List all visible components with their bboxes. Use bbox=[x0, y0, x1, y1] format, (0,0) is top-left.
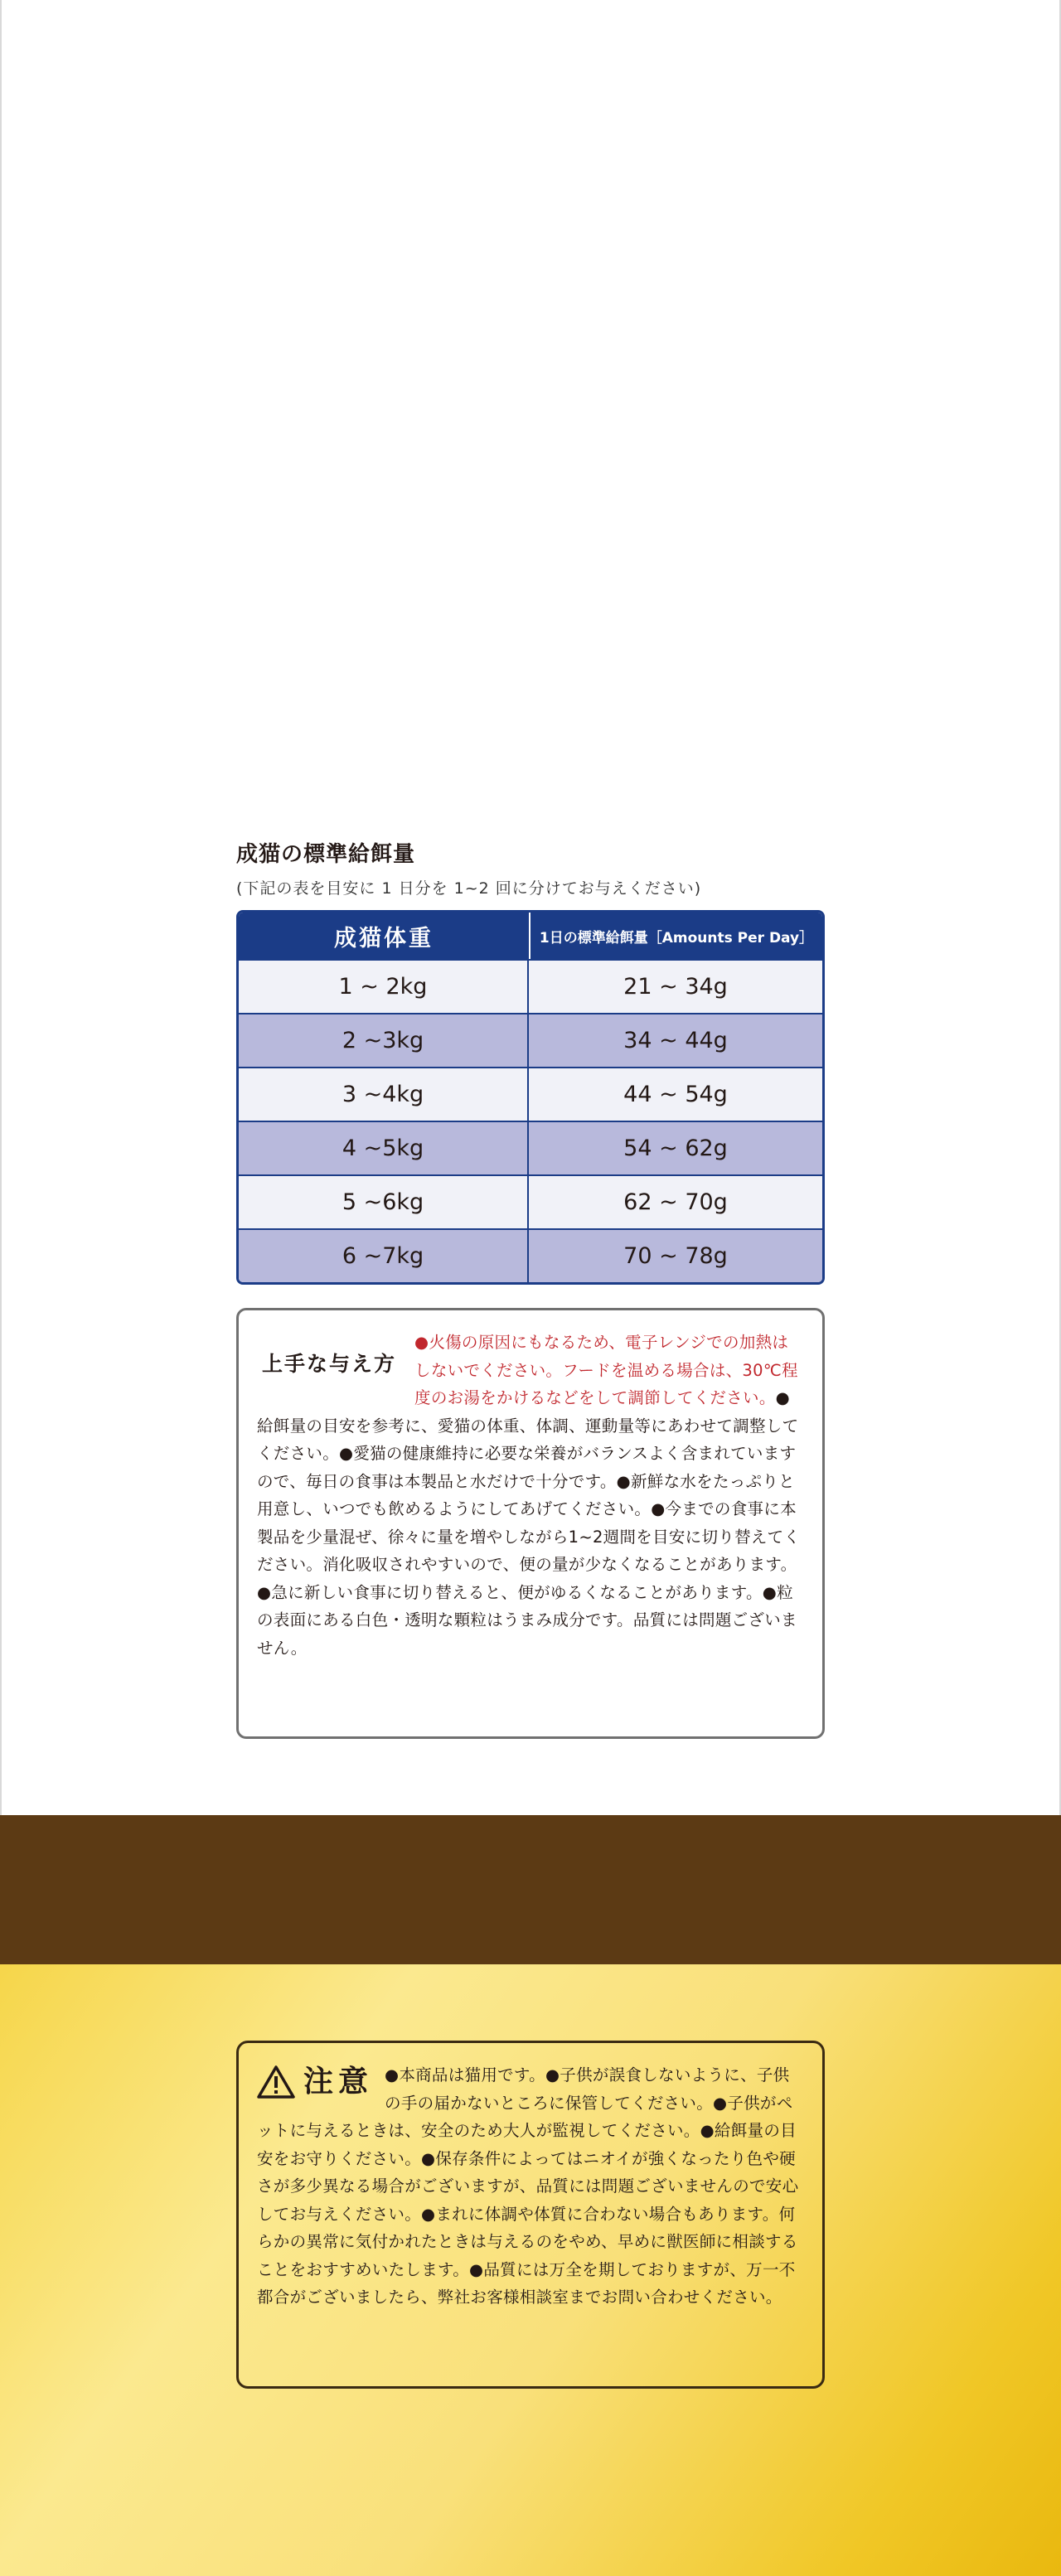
table-row bbox=[239, 1121, 822, 1174]
feeding-guide-section bbox=[236, 837, 825, 1285]
feeding-table bbox=[236, 910, 825, 1285]
table-row bbox=[239, 1228, 822, 1282]
caution-box bbox=[236, 2041, 825, 2389]
amount-cell: 34 ~ 44g bbox=[623, 1028, 728, 1053]
table-row bbox=[239, 959, 822, 1013]
weight-cell: 1 ~ 2kg bbox=[239, 961, 529, 1013]
amount-cell: 44 ~ 54g bbox=[623, 1082, 728, 1107]
caution-body: ●本商品は猫用です。●子供が誤食しないように、子供の手の届かないところに保管してください。●子供がペットに与えるときは、安全のため大人が監視してください。●給餌量の目安をお守りください。●保存条件によってはニオイが強くなったり色や硬さが多少異なる場合がございますが、品質には問題ございませんので安心してお与えください。●まれに体調や体質に合わない場合もあります。何らかの異常に気付かれたときは与えるのをやめ、早めに獣医師に相談することをおすすめいたします。●品質には万全を期しておりますが、万一不都合がございましたら、弊社お客様相談室までお問い合わせください。 bbox=[257, 2065, 799, 2307]
header-weight: 成猫体重 bbox=[334, 925, 434, 951]
weight-cell: 4 ~5kg bbox=[239, 1122, 529, 1174]
amount-cell: 21 ~ 34g bbox=[623, 974, 728, 1000]
weight-cell: 3 ~4kg bbox=[239, 1068, 529, 1121]
amount-cell: 54 ~ 62g bbox=[623, 1135, 728, 1161]
table-row bbox=[239, 1013, 822, 1067]
tips-text bbox=[257, 1329, 804, 1662]
caution-title: 注意 bbox=[303, 2065, 374, 2099]
warning-triangle-icon bbox=[257, 2065, 295, 2099]
weight-cell: 2 ~3kg bbox=[239, 1014, 529, 1067]
table-row bbox=[239, 1174, 822, 1228]
tips-title: 上手な与え方 bbox=[262, 1352, 397, 1376]
caution-heading bbox=[257, 2065, 373, 2099]
amount-cell: 70 ~ 78g bbox=[623, 1243, 728, 1269]
feeding-note: (下記の表を目安に 1 日分を 1~2 回に分けてお与えください) bbox=[236, 879, 702, 898]
amount-cell: 62 ~ 70g bbox=[623, 1189, 728, 1215]
caution-text bbox=[257, 2061, 806, 2312]
feeding-title: 成猫の標準給餌量 bbox=[236, 842, 416, 867]
feeding-tips-box bbox=[236, 1308, 825, 1739]
brown-band bbox=[0, 1815, 1061, 1964]
weight-cell: 6 ~7kg bbox=[239, 1230, 529, 1282]
feeding-table-header bbox=[239, 913, 822, 959]
weight-cell: 5 ~6kg bbox=[239, 1176, 529, 1228]
tips-body: ●給餌量の目安を参考に、愛猫の体重、体調、運動量等にあわせて調整してください。●愛猫の健康維持に必要な栄養がバランスよく含まれていますので、毎日の食事は本製品と水だけで十分です。●新鮮な水をたっぷりと用意し、いつでも飲めるようにしてあげてください。●今までの食事に本製品を少量混ぜ、徐々に量を増やしながら1~2週間を目安に切り替えてください。消化吸収されやすいので、便の量が少なくなることがあります。●急に新しい食事に切り替えると、便がゆるくなることがあります。●粒の表面にある白色・透明な顆粒はうまみ成分です。品質には問題ございません。 bbox=[257, 1388, 801, 1658]
table-row bbox=[239, 1067, 822, 1121]
tips-warning: ●火傷の原因にもなるため、電子レンジでの加熱はしないでください。フードを温める場合は、30℃程度のお湯をかけるなどをして調節してください。 bbox=[414, 1333, 798, 1407]
header-amount: 1日の標準給餌量［Amounts Per Day］ bbox=[529, 913, 822, 959]
left-edge-line bbox=[0, 0, 2, 1815]
